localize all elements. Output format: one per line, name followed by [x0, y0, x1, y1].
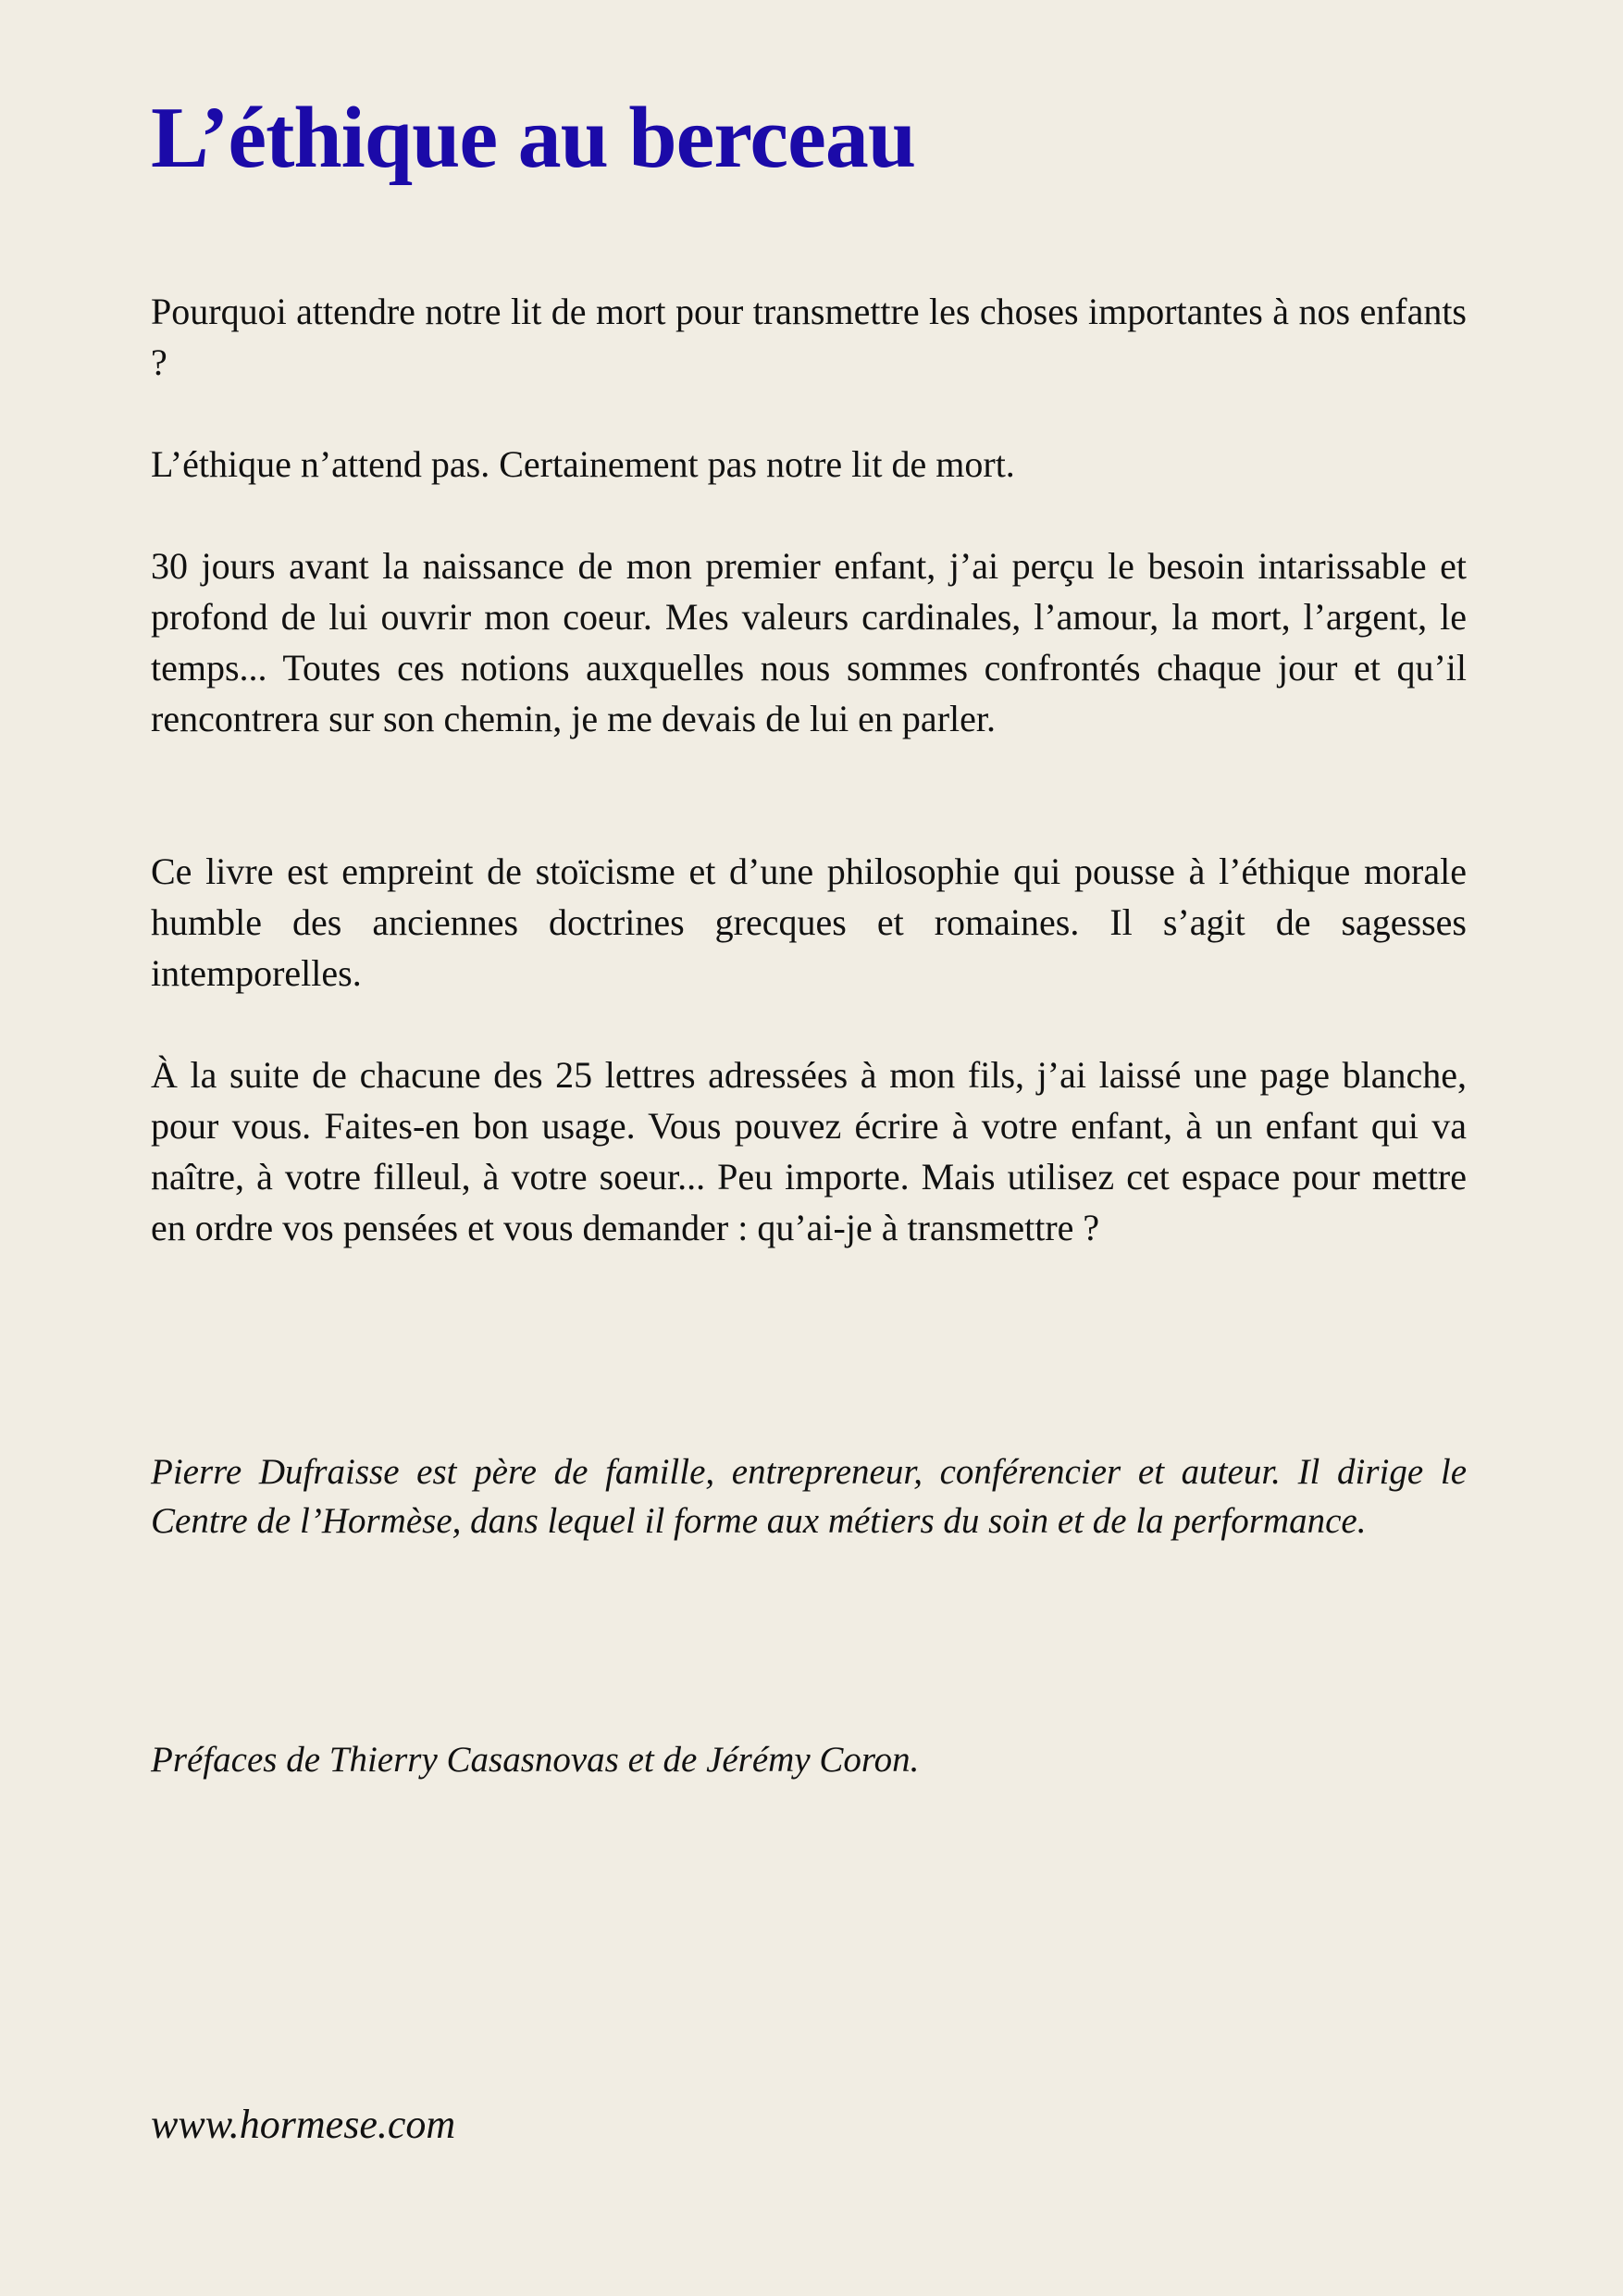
intro-question-paragraph: Pourquoi attendre notre lit de mort pour transmettre les choses importantes à nos enfants ?	[151, 291, 1467, 383]
website-link[interactable]: www.hormese.com	[151, 2102, 456, 2147]
author-bio: Pierre Dufraisse est père de famille, entrepreneur, conférencier et auteur. Il dirige le Centre de l’Hormèse, dans lequel il forme aux métiers du soin et de la performance.	[151, 1452, 1467, 1541]
book-title: L’éthique au berceau	[151, 90, 916, 186]
origin-story-paragraph: 30 jours avant la naissance de mon premier enfant, j’ai perçu le besoin intarissable et profond de lui ouvrir mon coeur. Mes valeurs cardinales, l’amour, la mort, l’argent, le temps... Toutes ces notions auxquelles nous sommes confrontés chaque jour et qu’il rencontrera sur son chemin, je me devais de lui en parler.	[151, 545, 1467, 739]
prefaces-credit: Préfaces de Thierry Casasnovas et de Jérémy Coron.	[151, 1740, 920, 1780]
blank-page-paragraph: À la suite de chacune des 25 lettres adressées à mon fils, j’ai laissé une page blanche, pour vous. Faites-en bon usage. Vous pouvez écrire à votre enfant, à un enfant qui va naître, à votre filleul, à votre soeur... Peu importe. Mais utilisez cet espace pour mettre en ordre vos pensées et vous demander : qu’ai-je à transmettre ?	[151, 1054, 1467, 1248]
ethics-statement-paragraph: L’éthique n’attend pas. Certainement pas notre lit de mort.	[151, 443, 1015, 485]
philosophy-paragraph: Ce livre est empreint de stoïcisme et d’une philosophie qui pousse à l’éthique morale humble des anciennes doctrines grecques et romaines. Il s’agit de sagesses intemporelles.	[151, 850, 1467, 994]
